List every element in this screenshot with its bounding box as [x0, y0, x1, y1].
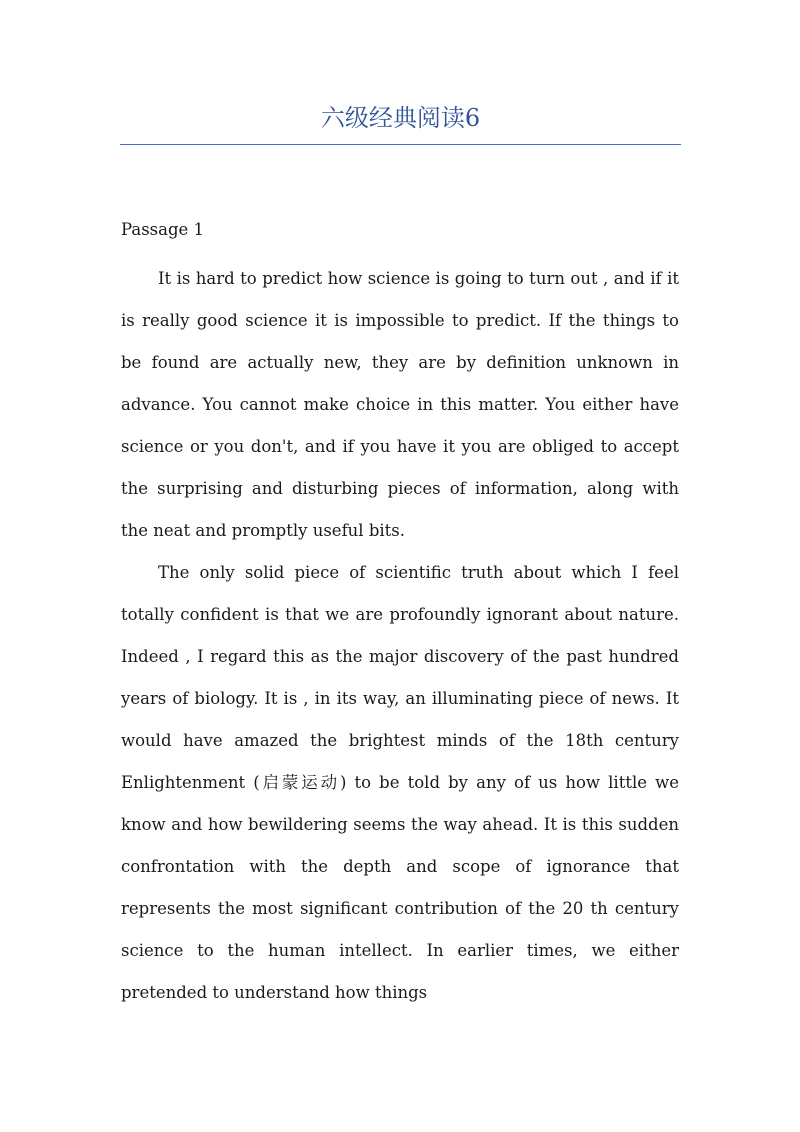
passage-label: Passage 1 [121, 220, 205, 239]
paragraph-1: It is hard to predict how science is going to turn out , and if it is really good science it is impossible to predict. If the things to be found are actually new, they are by definition unknown in advance. You cannot make choice in this matter. You either have science or you don't, and if you have it you are obliged to accept the surprising and disturbing pieces of information, along with the neat and promptly useful bits. [121, 269, 679, 540]
paragraph-2: The only solid piece of scientific truth about which I feel totally confident is that we are profoundly ignorant about nature. Indeed , I regard this as the major discovery of the past hundred years of biology. It is , in its way, an illuminating piece of news. It would have amazed the brightest minds of the 18th century Enlightenment (启蒙运动) to be told by any of us how little we know and how bewildering seems the way ahead. It is this sudden confrontation with the depth and scope of ignorance that represents the most significant contribution of the 20 th century science to the human intellect. In earlier times, we either pretended to understand how things [121, 563, 679, 1002]
title-underline-rule [120, 144, 681, 145]
document-title: 六级经典阅读6 [320, 104, 481, 132]
passage-body [121, 258, 679, 1014]
